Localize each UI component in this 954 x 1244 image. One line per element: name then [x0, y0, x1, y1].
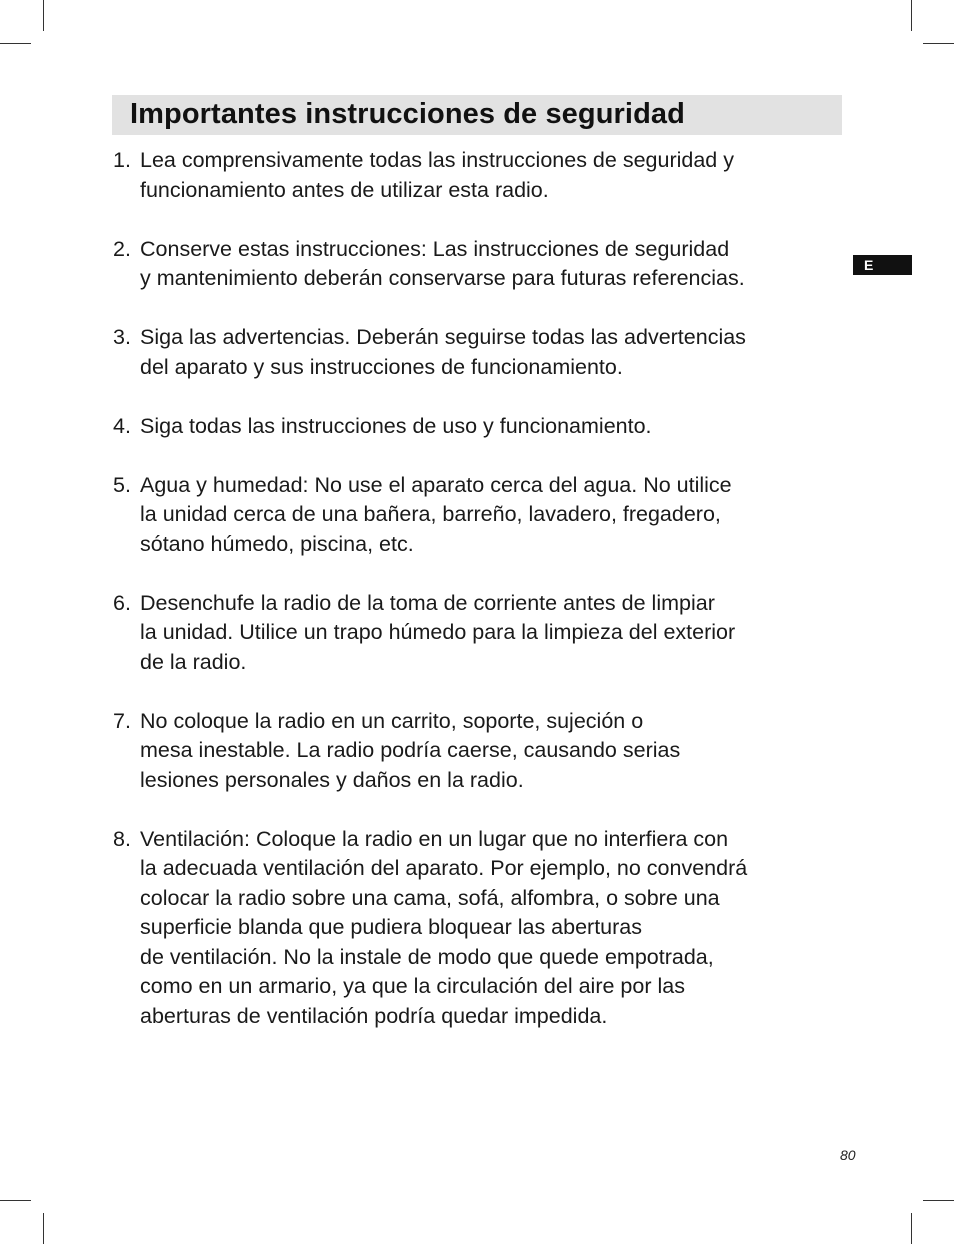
instruction-text-line: Siga las advertencias. Deberán seguirse todas las advertencias	[140, 325, 746, 349]
instruction-number: 1.	[113, 148, 131, 172]
instruction-text-line: No coloque la radio en un carrito, soporte, sujeción o	[140, 708, 644, 733]
instruction-text-line: como en un armario, ya que la circulación del aire por las	[140, 974, 685, 998]
instruction-text-line: de la radio.	[140, 649, 247, 674]
instruction-number: 8.	[113, 826, 131, 851]
instruction-text-line: y mantenimiento deberán conservarse para futuras referencias.	[140, 266, 745, 290]
instruction-text-line: la adecuada ventilación del aparato. Por ejemplo, no convendrá	[140, 856, 748, 880]
instruction-number: 4.	[113, 413, 131, 438]
instruction-text-line: Agua y humedad: No use el aparato cerca del agua. No utilice	[140, 472, 732, 497]
crop-mark-top-right-vertical	[911, 0, 912, 31]
safety-instruction-list	[113, 146, 848, 1061]
instruction-text-line: funcionamiento antes de utilizar esta radio.	[140, 177, 549, 202]
language-tab: E	[853, 255, 912, 275]
instruction-number: 2.	[113, 236, 131, 261]
instruction-text-line: mesa inestable. La radio podría caerse, causando serias	[140, 738, 681, 762]
crop-mark-bottom-left-vertical	[43, 1213, 44, 1244]
instruction-text-line: aberturas de ventilación podría quedar impedida.	[140, 1003, 608, 1028]
instruction-text-line: la unidad. Utilice un trapo húmedo para la limpieza del exterior	[140, 620, 736, 644]
instruction-item	[113, 825, 848, 1032]
crop-mark-bottom-right-vertical	[911, 1213, 912, 1244]
instruction-text-line: colocar la radio sobre una cama, sofá, alfombra, o sobre una	[140, 885, 720, 910]
instruction-item	[113, 323, 848, 382]
page-title: Importantes instrucciones de seguridad	[130, 98, 685, 130]
instruction-number: 3.	[113, 325, 131, 349]
crop-mark-top-right-horizontal	[923, 43, 954, 44]
instruction-text-line: Conserve estas instrucciones: Las instrucciones de seguridad	[140, 236, 730, 261]
instruction-item	[113, 235, 848, 294]
instruction-item	[113, 707, 848, 796]
crop-mark-top-left-vertical	[43, 0, 44, 31]
instruction-text-line: Desenchufe la radio de la toma de corriente antes de limpiar	[140, 590, 715, 615]
instruction-number: 5.	[113, 472, 131, 497]
instruction-item	[113, 412, 848, 442]
instruction-item	[113, 589, 848, 678]
page-number: 80	[840, 1147, 856, 1163]
instruction-text-line: Ventilación: Coloque la radio en un lugar que no interfiera con	[140, 826, 729, 851]
instruction-text-line: superficie blanda que pudiera bloquear las aberturas	[140, 915, 643, 939]
instruction-text-line: de ventilación. No la instale de modo que quede empotrada,	[140, 944, 714, 969]
instruction-text-line: sótano húmedo, piscina, etc.	[140, 531, 414, 556]
instruction-text-line: Lea comprensivamente todas las instrucciones de seguridad y	[140, 148, 734, 172]
title-bar	[112, 95, 842, 135]
instruction-number: 6.	[113, 590, 131, 615]
instruction-item	[113, 471, 848, 560]
instruction-text-line: Siga todas las instrucciones de uso y funcionamiento.	[140, 413, 652, 438]
crop-mark-bottom-right-horizontal	[923, 1200, 954, 1201]
crop-mark-bottom-left-horizontal	[0, 1200, 31, 1201]
instruction-text-line: del aparato y sus instrucciones de funcionamiento.	[140, 354, 623, 379]
instruction-text-line: la unidad cerca de una bañera, barreño, lavadero, fregadero,	[140, 502, 721, 526]
instruction-item	[113, 146, 848, 205]
crop-mark-top-left-horizontal	[0, 43, 31, 44]
instruction-number: 7.	[113, 708, 131, 733]
instruction-text-line: lesiones personales y daños en la radio.	[140, 767, 524, 792]
